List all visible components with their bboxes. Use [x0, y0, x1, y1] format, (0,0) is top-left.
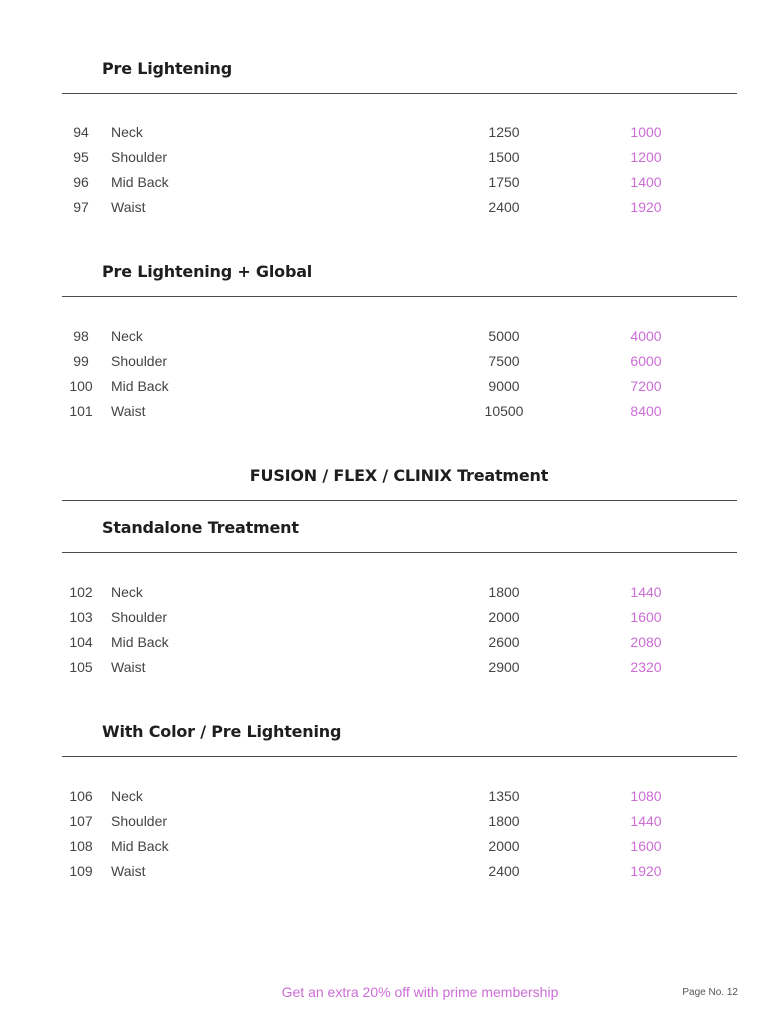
table-row: [0, 401, 778, 421]
divider: [62, 296, 737, 297]
divider: [62, 552, 737, 553]
divider: [62, 93, 737, 94]
item-price: 2900: [488, 659, 520, 675]
member-price: 1600: [630, 838, 662, 854]
table-row: [0, 607, 778, 627]
member-price: 1440: [630, 813, 662, 829]
divider: [62, 756, 737, 757]
item-price: 2000: [488, 838, 520, 854]
table-row: [0, 172, 778, 192]
member-price: 1920: [630, 199, 662, 215]
member-price: 2080: [630, 634, 662, 650]
member-price: 1080: [630, 788, 662, 804]
section-title-with-color: With Color / Pre Lightening: [102, 722, 342, 741]
table-row: [0, 351, 778, 371]
member-price: 8400: [630, 403, 662, 419]
divider: [62, 500, 737, 501]
member-price: 7200: [630, 378, 662, 394]
table-row: [0, 582, 778, 602]
treatment-heading: FUSION / FLEX / CLINIX Treatment: [249, 466, 549, 485]
item-number: 104: [69, 634, 93, 650]
section-title-standalone: Standalone Treatment: [102, 518, 299, 537]
item-number: 96: [73, 174, 89, 190]
table-row: [0, 632, 778, 652]
item-number: 98: [73, 328, 89, 344]
item-name: Waist: [111, 199, 146, 215]
item-price: 2000: [488, 609, 520, 625]
item-price: 1800: [488, 584, 520, 600]
member-price: 4000: [630, 328, 662, 344]
item-name: Shoulder: [111, 149, 168, 165]
item-price: 2600: [488, 634, 520, 650]
item-name: Neck: [111, 328, 143, 344]
section-title-pre-lightening: Pre Lightening: [102, 59, 232, 78]
item-number: 97: [73, 199, 89, 215]
item-number: 109: [69, 863, 93, 879]
table-row: [0, 122, 778, 142]
member-price: 1920: [630, 863, 662, 879]
member-price: 1400: [630, 174, 662, 190]
item-price: 2400: [488, 863, 520, 879]
item-price: 1250: [488, 124, 520, 140]
item-name: Waist: [111, 403, 146, 419]
table-row: [0, 147, 778, 167]
table-row: [0, 861, 778, 881]
table-row: [0, 326, 778, 346]
item-name: Mid Back: [111, 634, 169, 650]
item-price: 2400: [488, 199, 520, 215]
item-number: 102: [69, 584, 93, 600]
item-price: 1800: [488, 813, 520, 829]
member-price: 1200: [630, 149, 662, 165]
item-number: 105: [69, 659, 93, 675]
item-price: 1750: [488, 174, 520, 190]
item-name: Neck: [111, 124, 143, 140]
table-row: [0, 657, 778, 677]
item-name: Shoulder: [111, 353, 168, 369]
item-price: 9000: [488, 378, 520, 394]
table-row: [0, 786, 778, 806]
member-price: 1000: [630, 124, 662, 140]
item-number: 99: [73, 353, 89, 369]
table-row: [0, 836, 778, 856]
item-number: 107: [69, 813, 93, 829]
item-price: 1500: [488, 149, 520, 165]
membership-promo: Get an extra 20% off with prime membership: [281, 984, 559, 1000]
item-name: Mid Back: [111, 378, 169, 394]
member-price: 6000: [630, 353, 662, 369]
table-row: [0, 197, 778, 217]
item-name: Waist: [111, 659, 146, 675]
member-price: 1440: [630, 584, 662, 600]
item-price: 5000: [488, 328, 520, 344]
table-row: [0, 811, 778, 831]
member-price: 2320: [630, 659, 662, 675]
item-name: Shoulder: [111, 609, 168, 625]
table-row: [0, 376, 778, 396]
item-name: Mid Back: [111, 174, 169, 190]
member-price: 1600: [630, 609, 662, 625]
item-number: 106: [69, 788, 93, 804]
item-name: Mid Back: [111, 838, 169, 854]
item-name: Neck: [111, 584, 143, 600]
item-number: 108: [69, 838, 93, 854]
section-title-pre-lightening-global: Pre Lightening + Global: [102, 262, 313, 281]
item-name: Shoulder: [111, 813, 168, 829]
page-number: Page No. 12: [682, 987, 738, 998]
item-number: 103: [69, 609, 93, 625]
item-number: 101: [69, 403, 93, 419]
item-number: 94: [73, 124, 89, 140]
item-price: 10500: [484, 403, 524, 419]
item-price: 7500: [488, 353, 520, 369]
item-number: 100: [69, 378, 93, 394]
item-name: Neck: [111, 788, 143, 804]
item-name: Waist: [111, 863, 146, 879]
item-number: 95: [73, 149, 89, 165]
item-price: 1350: [488, 788, 520, 804]
